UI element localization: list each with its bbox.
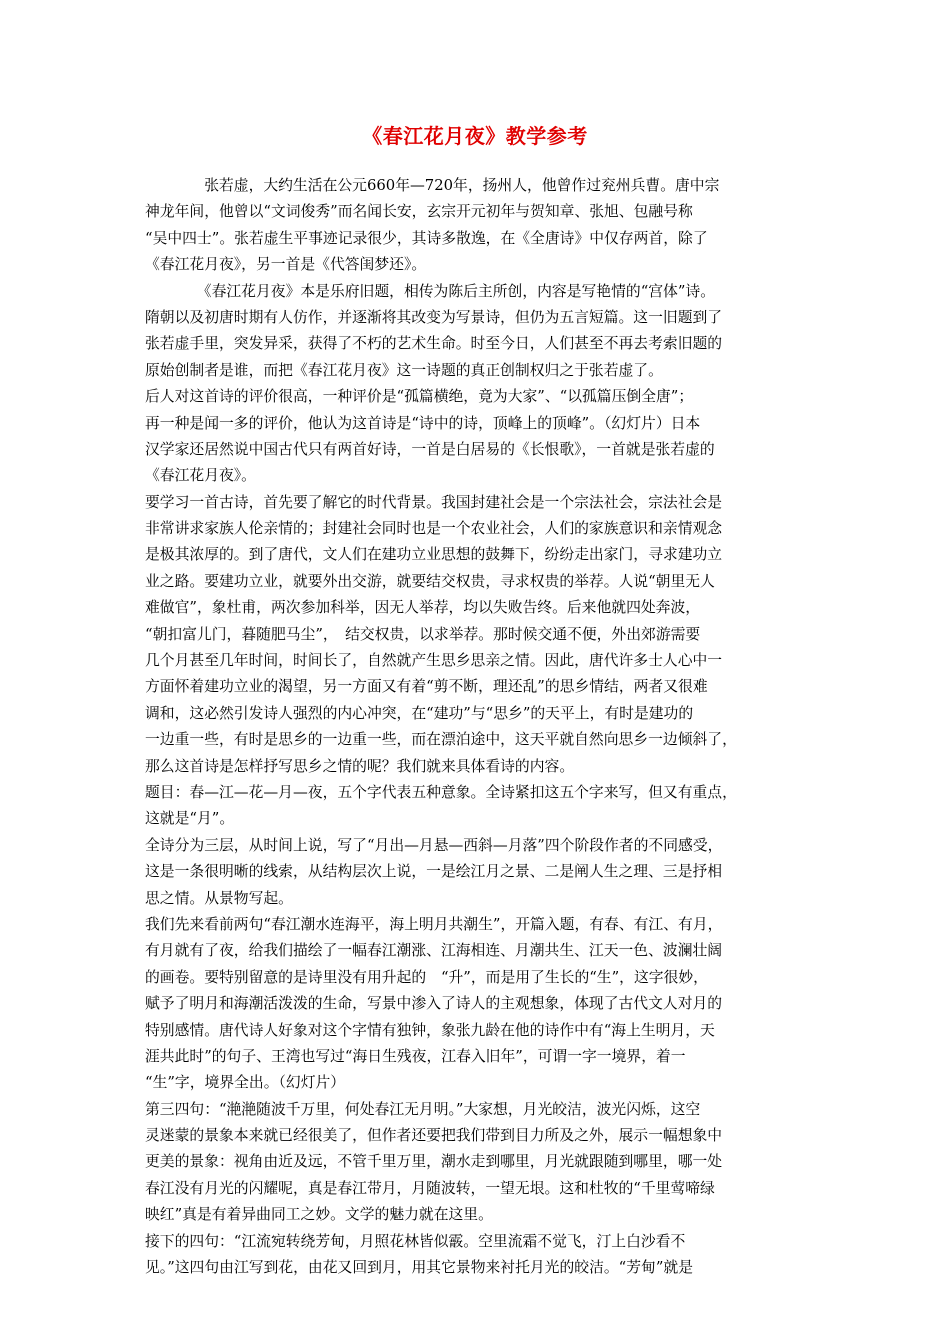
document-body bbox=[145, 173, 810, 1281]
text-line: 灵迷蒙的景象本来就已经很美了，但作者还要把我们带到目力所及之外，展示一幅想象中 bbox=[145, 1127, 723, 1145]
text-line: 难做官”，象杜甫，两次参加科举，因无人举荐，均以失败告终。后来他就四处奔波， bbox=[145, 599, 701, 617]
document-title: 《春江花月夜》教学参考 bbox=[362, 124, 588, 148]
text-line: 调和，这必然引发诗人强烈的内心冲突，在“建功”与“思乡”的天平上，有时是建功的 bbox=[145, 704, 694, 722]
text-line: 全诗分为三层，从时间上说，写了“月出—月悬—西斜—月落”四个阶段作者的不同感受， bbox=[145, 836, 723, 854]
text-line: 一边重一些，有时是思乡的一边重一些，而在漂泊途中，这天平就自然向思乡一边倾斜了， bbox=[145, 731, 737, 749]
text-line: 接下的四句：“江流宛转绕芳甸，月照花林皆似霰。空里流霜不觉飞，汀上白沙看不 bbox=[145, 1232, 686, 1250]
text-line: 春江没有月光的闪耀呢，真是春江带月，月随波转，一望无垠。这和杜牧的“千里莺啼绿 bbox=[145, 1179, 715, 1197]
text-line: 《春江花月夜》。 bbox=[145, 467, 256, 485]
text-line: 《春江花月夜》本是乐府旧题，相传为陈后主所创，内容是写艳情的“宫体”诗。 bbox=[145, 282, 716, 300]
text-line: “朝扣富儿门，暮随肥马尘”， 结交权贵，以求举荐。那时候交通不便，外出郊游需要 bbox=[145, 625, 701, 643]
text-line: 原始创制者是谁，而把《春江花月夜》这一诗题的真正创制权归之于张若虚了。 bbox=[145, 361, 663, 379]
text-line: “生”字，境界全出。（幻灯片） bbox=[145, 1074, 346, 1092]
text-line: 的画卷。要特别留意的是诗里没有用升起的 “升”，而是用了生长的“生”，这字很妙， bbox=[145, 968, 708, 986]
text-line: 《春江花月夜》，另一首是《代答闺梦还》。 bbox=[145, 256, 427, 274]
text-line: 业之路。要建功立业，就要外出交游，就要结交权贵，寻求权贵的举荐。人说“朝里无人 bbox=[145, 572, 715, 590]
text-line: 几个月甚至几年时间，时间长了，自然就产生思乡思亲之情。因此，唐代许多士人心中一 bbox=[145, 652, 723, 670]
text-line: 那么这首诗是怎样抒写思乡之情的呢？我们就来具体看诗的内容。 bbox=[145, 757, 575, 775]
text-line: 赋予了明月和海潮活泼泼的生命，写景中渗入了诗人的主观想象，体现了古代文人对月的 bbox=[145, 995, 723, 1013]
text-line: 汉学家还居然说中国古代只有两首好诗，一首是白居易的《长恨歌》，一首就是张若虚的 bbox=[145, 440, 715, 458]
text-line: 要学习一首古诗，首先要了解它的时代背景。我国封建社会是一个宗法社会，宗法社会是 bbox=[145, 493, 723, 511]
text-line: 这是一条很明晰的线索，从结构层次上说，一是绘江月之景、二是阐人生之理、三是抒相 bbox=[145, 863, 723, 881]
text-line: 第三四句：“滟滟随波千万里，何处春江无月明。”大家想，月光皎洁，波光闪烁，这空 bbox=[145, 1100, 701, 1118]
text-line: 题目：春—江—花—月—夜，五个字代表五种意象。全诗紧扣这五个字来写，但又有重点， bbox=[145, 783, 737, 801]
text-line: 涯共此时”的句子、王湾也写过“海日生残夜，江春入旧年”，可谓一字一境界，着一 bbox=[145, 1047, 686, 1065]
text-line: 是极其浓厚的。到了唐代，文人们在建功立业思想的鼓舞下，纷纷走出家门，寻求建功立 bbox=[145, 546, 723, 564]
text-line: 再一种是闻一多的评价，他认为这首诗是“诗中的诗，顶峰上的顶峰”。（幻灯片）日本 bbox=[145, 414, 701, 432]
text-line: 非常讲求家族人伦亲情的；封建社会同时也是一个农业社会，人们的家族意识和亲情观念 bbox=[145, 520, 723, 538]
text-line: 张若虚，大约生活在公元660年—720年，扬州人，他曾作过兖州兵曹。唐中宗 bbox=[145, 177, 720, 194]
text-line: 后人对这首诗的评价很高，一种评价是“孤篇横绝，竟为大家”、“以孤篇压倒全唐”； bbox=[145, 388, 694, 406]
text-line: 有月就有了夜，给我们描绘了一幅春江潮涨、江海相连、月潮共生、江天一色、波澜壮阔 bbox=[145, 942, 723, 960]
text-line: 特别感情。唐代诗人好象对这个字情有独钟，象张九龄在他的诗作中有“海上生明月，天 bbox=[145, 1021, 715, 1039]
text-line: 我们先来看前两句“春江潮水连海平，海上明月共潮生”，开篇入题，有春、有江、有月， bbox=[145, 915, 723, 933]
text-line: 映红”真是有着异曲同工之妙。文学的魅力就在这里。 bbox=[145, 1206, 493, 1224]
text-line: 思之情。从景物写起。 bbox=[145, 889, 293, 907]
text-line: 更美的景象：视角由近及远，不管千里万里，潮水走到哪里，月光就跟随到哪里，哪一处 bbox=[145, 1153, 723, 1171]
text-line: “吴中四士”。张若虚生平事迹记录很少，其诗多散逸，在《全唐诗》中仅存两首，除了 bbox=[145, 229, 708, 247]
text-line: 见。”这四句由江写到花，由花又回到月，用其它景物来衬托月光的皎洁。“芳甸”就是 bbox=[145, 1259, 693, 1277]
text-line: 这就是“月”。 bbox=[145, 810, 235, 828]
text-line: 神龙年间，他曾以“文词俊秀”而名闻长安，玄宗开元初年与贺知章、张旭、包融号称 bbox=[145, 203, 693, 221]
text-line: 方面怀着建功立业的渴望，另一方面又有着“剪不断，理还乱”的思乡情结，两者又很难 bbox=[145, 678, 708, 696]
text-line: 张若虚手里，突发异采，获得了不朽的艺术生命。时至今日，人们甚至不再去考索旧题的 bbox=[145, 335, 723, 353]
text-line: 隋朝以及初唐时期有人仿作，并逐渐将其改变为写景诗，但仍为五言短篇。这一旧题到了 bbox=[145, 308, 723, 326]
